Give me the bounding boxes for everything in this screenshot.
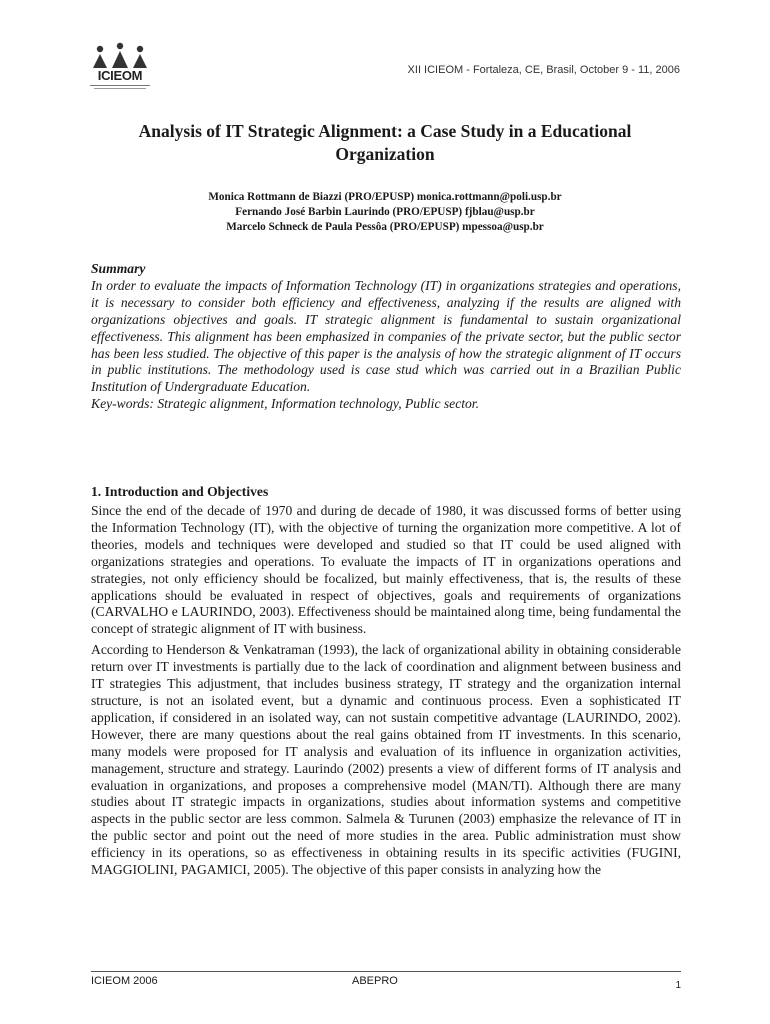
summary-heading: Summary bbox=[91, 261, 146, 276]
title-line-2: Organization bbox=[335, 144, 435, 164]
paragraph: According to Henderson & Venkatraman (1993), the lack of organizational ability in obtaining considerable return over IT investments is partially due to the lack of coordination and alignment between business and IT strategies This adjustment, that includes business strategy, IT strategy and the organization internal structure, is not an isolated event, but a dynamic and continuous process. Even a sophisticated IT application, if considered in an isolated way, can not sustain competitive advantage (LAURINDO, 2002). However, there are many questions about the real gains obtained from IT investments. In this scenario, many models were proposed for IT analysis and evaluation of its influence in organization activities, management, structure and strategy. Laurindo (2002) presents a view of different forms of IT analysis and evaluation in organizations, and proposes a comprehensive model (MAN/TI). Although there are many studies about IT strategic impacts in organizations, studies about information systems and competitive aspects in the public sector are less common. Salmela & Turunen (2003) emphasize the relevance of IT in the public sector and point out the need of more studies in the area. Public administration must show efficiency in its operations, so as effectiveness in obtaining results in its specific activities (FUGINI, MAGGIOLINI, PAGAMICI, 2005). The objective of this paper consists in analyzing how the bbox=[91, 642, 681, 878]
paragraph: Since the end of the decade of 1970 and during de decade of 1980, it was discussed forms of better using the Information Technology (IT), with the objective of turning the organization more competitive. A lot of theories, models and techniques were developed and studied so that IT could be used aligned with organizations strategies and operations. To evaluate the impacts of IT in organizations operations and strategies, not only efficiency should be focalized, but mainly effectiveness, that is, the results of these applications should be evaluated in respect of objectives, goals and requirements of organizations (CARVALHO e LAURINDO, 2003). Effectiveness should be maintained along time, being fundamental the concept of strategic alignment of IT with business. bbox=[91, 503, 681, 637]
logo-people-icon bbox=[88, 42, 152, 70]
footer-conference: ICIEOM 2006 bbox=[91, 975, 158, 987]
page-number: 1 bbox=[675, 980, 681, 991]
author-line: Fernando José Barbin Laurindo (PRO/EPUSP) fjblau@usp.br bbox=[235, 206, 535, 218]
conference-header: XII ICIEOM - Fortaleza, CE, Brasil, October 9 - 11, 2006 bbox=[407, 64, 680, 76]
author-line: Marcelo Schneck de Paula Pessôa (PRO/EPUSP) mpessoa@usp.br bbox=[226, 221, 544, 233]
title-line-1: Analysis of IT Strategic Alignment: a Case Study in a Educational bbox=[138, 121, 632, 141]
logo-wordmark: ICIEOM bbox=[97, 68, 143, 83]
footer-organization: ABEPRO bbox=[352, 975, 398, 987]
footer-divider bbox=[91, 971, 681, 972]
author-list bbox=[92, 190, 678, 235]
section-body bbox=[91, 503, 681, 883]
summary-block bbox=[91, 261, 681, 413]
conference-logo bbox=[88, 42, 152, 102]
keywords: Key-words: Strategic alignment, Information technology, Public sector. bbox=[91, 396, 479, 412]
paper-title bbox=[92, 120, 678, 166]
author-line: Monica Rottmann de Biazzi (PRO/EPUSP) monica.rottmann@poli.usp.br bbox=[208, 191, 562, 203]
summary-text: In order to evaluate the impacts of Information Technology (IT) in organizations strategies and operations, it is necessary to consider both efficiency and effectiveness, analyzing if the results are aligned with organizations objectives and goals. IT strategic alignment is fundamental to sustain organizational effectiveness. This alignment has been emphasized in companies of the private sector, but the public sector has been less studied. The objective of this paper is the analysis of how the strategic alignment of IT occurs in public institutions. The methodology used is case stud which was carried out in a Brazilian Public Institution of Undergraduate Education. bbox=[91, 277, 681, 395]
section-heading: 1. Introduction and Objectives bbox=[91, 484, 269, 499]
logo-tagline-graphic bbox=[90, 84, 150, 90]
